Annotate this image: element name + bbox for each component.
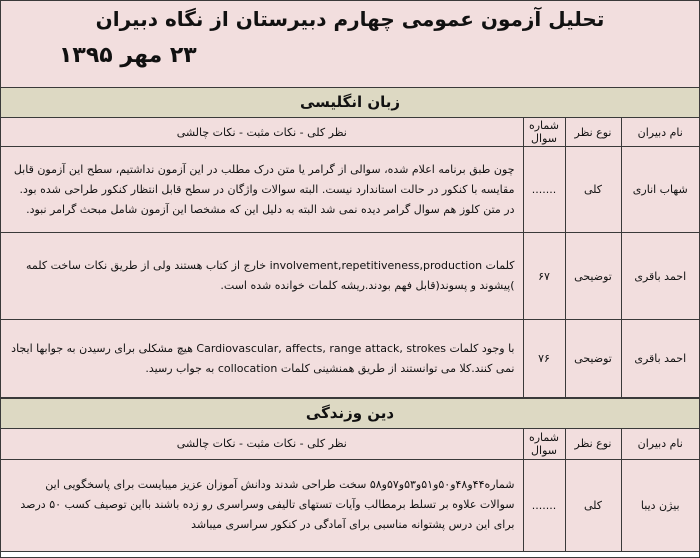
number-cell: ۷۶ [523,320,565,398]
type-cell: توضیحی [565,320,621,398]
col-type: نوع نظر [565,118,621,147]
col-teacher: نام دبیران [621,429,699,459]
comment-cell: شماره۴۴و۴۸و۵۰و۵۱و۵۳و۵۷و۵۸ سخت طراحی شدند ودانش آموزان عزیز میبایست برای پاسخگویی این سوالات علاوه بر تسلط برمطالب وآیات تستهای تالیفی وسراسری رو زده باشند بااین توصیف کسب ۵۰ درصد برای این درس پشتوانه مناسبی برای آمادگی در کنکور سراسری میباشد [1,459,523,551]
col-comment: نظر کلی - نکات مثبت - نکات چالشی [1,429,523,459]
number-cell: ۶۷ [523,233,565,320]
col-number: شماره سوال [523,429,565,459]
comment-cell: با وجود کلمات Cardiovascular, affects, range attack, strokes هیچ مشکلی برای رسیدن به جوابها ایجاد نمی کنند.کلا می توانستند از طریق همنشینی کلمات collocation به جواب رسید. [1,320,523,398]
page-title: تحلیل آزمون عمومی چهارم دبیرستان از نگاه دبیران [95,7,605,31]
table-row [1,320,699,398]
teacher-cell: شهاب اناری [621,147,699,233]
teacher-cell: احمد باقری [621,320,699,398]
exam-date: ۲۳ مهر ۱۳۹۵ [59,43,197,68]
type-cell: کلی [565,459,621,551]
table-row [1,233,699,320]
english-table [1,118,699,398]
table-row [1,147,699,233]
number-cell: ....... [523,147,565,233]
comment-cell: کلمات involvement,repetitiveness,production خارج از کتاب هستند ولی از طریق نکات ساخت کلمه )پیشوند و پسوند(قابل فهم بودند.ریشه کلمات خوانده شده است. [1,233,523,320]
table-row [1,459,699,551]
teacher-cell: بیژن دیبا [621,459,699,551]
table-header-row [1,429,699,459]
col-number: شماره سوال [523,118,565,147]
section-title-english: زبان انگلیسی [1,88,699,118]
type-cell: کلی [565,147,621,233]
religion-table [1,429,699,552]
type-cell: توضیحی [565,233,621,320]
number-cell: ....... [523,459,565,551]
comment-cell: چون طبق برنامه اعلام شده، سوالی از گرامر یا متن درک مطلب در این آزمون نداشتیم، سطح این آزمون قابل مقایسه با کنکور در حالت استاندارد نیست. البته سوالات واژگان در سطح قابل انتظار کنکور طراحی شده بود. در متن کلوز هم سوال گرامر دیده نمی شد البته به دلیل این که مشخصا این آزمون شامل مبحث گرامر نبود. [1,147,523,233]
document-header [1,1,699,88]
table-header-row [1,118,699,147]
col-comment: نظر کلی - نکات مثبت - نکات چالشی [1,118,523,147]
col-teacher: نام دبیران [621,118,699,147]
section-title-religion: دین وزندگی [1,398,699,429]
teacher-cell: احمد باقری [621,233,699,320]
col-type: نوع نظر [565,429,621,459]
